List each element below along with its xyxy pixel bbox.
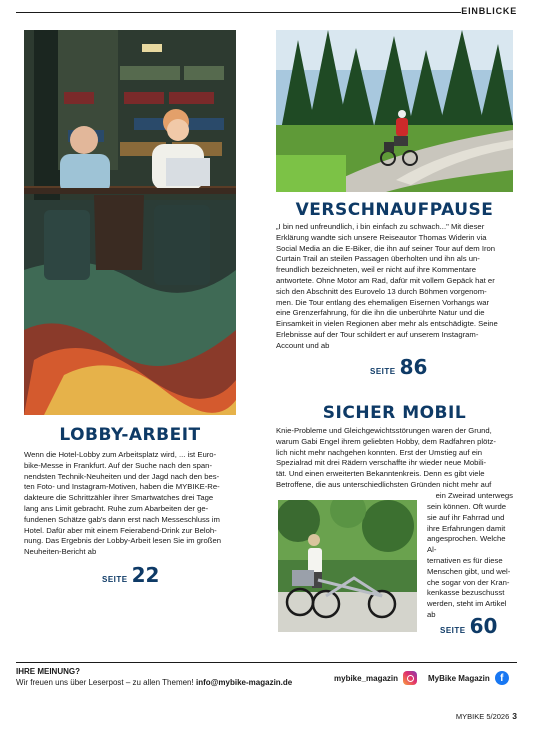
reader-question: IHRE MEINUNG? <box>16 667 80 676</box>
verschnauf-body: „I bin ned unfreundlich, i bin einfach zu schwach..." Mit dieser Erklärung wandte sich unsere Reiseautor Thomas Widerin via Social Media an die E-Biker, die ihn auf seiner Tour auf dem Iron Curtain Trail an steilen Passagen überholten und ihn als un- freundlich bezeichneten, weil er nicht auf ihre Kommentare antwortete. Ohne Motor am Rad, dafür mit vollem Gepäck hat er sich den Abschnitt des Eurovelo 13 durch Böhmen vorgenom- men. Die Tour entlang des ehemaligen Eisernen Vorhangs war eine Grenzerfahrung, für die ihn die unberührte Natur und die Einsamkeit in vielen Regionen aber mehr als entschädigte. Seine Erlebnisse auf der Tour schildert er auf unserem Instagram- Account und ab <box>276 222 498 350</box>
facebook-icon: f <box>495 671 509 685</box>
page-reference-label: SEITE <box>440 626 466 635</box>
sicher-body-side: sein können. Oft wurde sie auf ihr Fahrrad und ihre Erfahrungen damit angesprochen. Welche Al- ternativen es für diese Menschen gibt, und wel- che sogar von der Kran- kenkasse bezuschusst werden, steht im Artikel ab <box>427 502 511 619</box>
verschnauf-page-reference[interactable] <box>370 355 427 379</box>
email-link[interactable]: info@mybike-magazin.de <box>195 678 293 687</box>
page-reference-number: 22 <box>131 563 160 587</box>
facebook-handle: MyBike Magazin <box>428 673 490 683</box>
page-reference-number: 60 <box>469 614 498 638</box>
forest-cycling-photo <box>276 30 513 192</box>
tricycle-photo <box>278 500 417 632</box>
page-reference-number: 86 <box>399 355 428 379</box>
lobby-body: Wenn die Hotel-Lobby zum Arbeitsplatz wird, ... ist Euro- bike-Messe in Frankfurt. Auf der Suche nach den span- nendsten Technik-Neuheiten und der Jagd nach den bes- ten Foto- und Instagram-Motiven, haben die MYBIKE-Re- dakteure die Schrittzähler ihrer Smartwatches drei Tage lang ans Limit gebracht. Ruhe zum Abarbeiten der ge- fundenen Schätze gab's dann erst nach Messeschluss im Hotel. Dafür aber mit einem Feierabend-Drink zur Beloh- nung. Das Ergebnis der Lobby-Arbeit lesen Sie im großen Neuheiten-Bericht ab <box>24 450 221 557</box>
page-number <box>456 711 517 721</box>
sicher-page-reference[interactable] <box>440 614 497 638</box>
page-header <box>0 0 533 20</box>
reader-invite <box>16 678 292 687</box>
header-rule <box>16 12 461 13</box>
instagram-handle: mybike_magazin <box>334 673 399 683</box>
lobby-headline: LOBBY-ARBEIT <box>59 425 201 445</box>
page-reference-label: SEITE <box>102 575 128 584</box>
lobby-photo <box>24 30 236 415</box>
facebook-link[interactable] <box>428 671 509 685</box>
sicher-headline: SICHER MOBIL <box>322 403 467 423</box>
verschnauf-headline: VERSCHNAUFPAUSE <box>295 200 494 220</box>
page-reference-label: SEITE <box>370 367 396 376</box>
footer-rule <box>16 662 517 663</box>
sicher-body-top: Knie-Probleme und Gleichgewichtsstörungen waren der Grund, warum Gabi Engel ihrem geliebten Hobby, dem Radfahren plötz- lich nicht mehr nachgehen konnten. Erst der Umstieg auf ein Spezialrad mit drei Rädern verschaffte ihr wieder neue Mobili- tät. Und einen erweiterten Bekanntenkreis. Denn es gibt viele Betroffene, die aus unterschiedlichsten Gründen nicht mehr auf ein Zweirad unterwegs <box>276 426 513 500</box>
section-label: EINBLICKE <box>461 6 517 16</box>
instagram-link[interactable] <box>334 671 417 685</box>
invite-text: Wir freuen uns über Leserpost – zu allen Themen! <box>16 678 194 687</box>
lobby-page-reference[interactable] <box>102 563 159 587</box>
instagram-icon <box>403 671 417 685</box>
page-footer <box>0 655 533 735</box>
issue-label: MYBIKE 5/2026 <box>455 712 510 721</box>
page-number-value: 3 <box>512 711 517 721</box>
